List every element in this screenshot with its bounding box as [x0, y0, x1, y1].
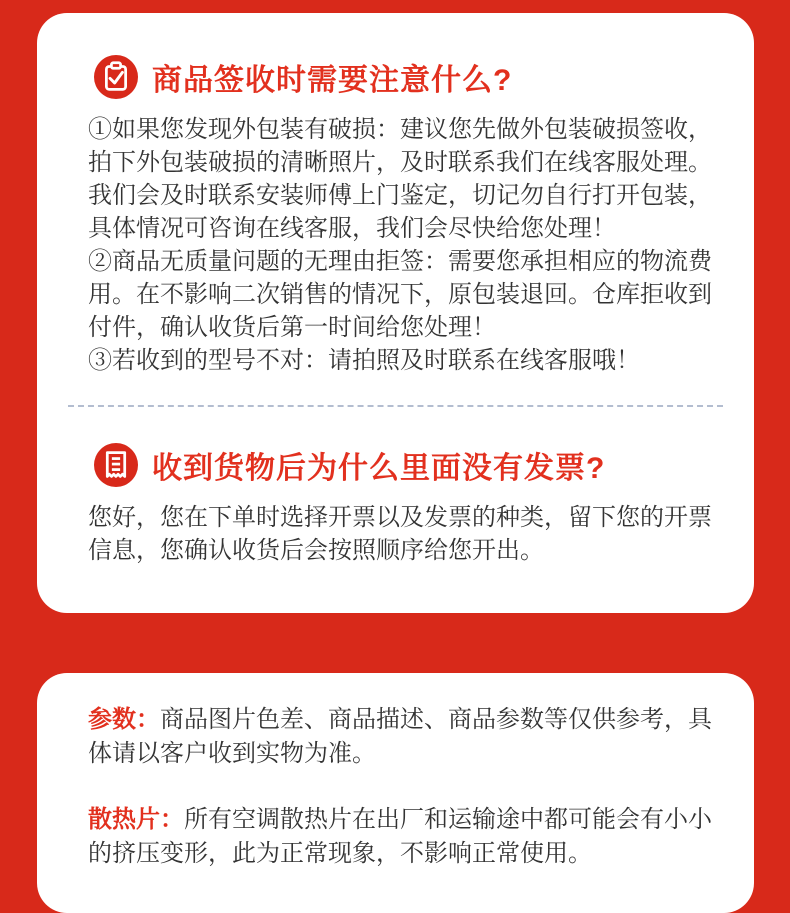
faq-paragraph-rejection: ②商品无质量问题的无理由拒签：需要您承担相应的物流费用。在不影响二次销售的情况下，原包装退回。仓库拒收到付件，确认收货后第一时间给您处理！: [88, 248, 712, 341]
faq-section-invoice-title: 收到货物后为什么里面没有发票?: [152, 452, 606, 485]
note-heatsink-text: 所有空调散热片在出厂和运输途中都可能会有小小的挤压变形，此为正常现象，不影响正常使用。: [88, 806, 712, 867]
clipboard-check-icon: [94, 55, 138, 99]
note-parameters-label: 参数：: [88, 706, 160, 733]
receipt-icon: [94, 443, 138, 487]
faq-card: [37, 13, 754, 613]
faq-paragraph-wrong-model: ③若收到的型号不对：请拍照及时联系在线客服哦！: [88, 347, 640, 374]
faq-paragraph-invoice: 您好，您在下单时选择开票以及发票的种类，留下您的开票信息，您确认收货后会按照顺序给您开出。: [88, 504, 712, 564]
note-heatsink: [88, 803, 712, 871]
faq-section-invoice-header: [94, 443, 712, 487]
note-heatsink-label: 散热片：: [88, 806, 184, 833]
faq-paragraph-damage: ①如果您发现外包装有破损：建议您先做外包装破损签收，拍下外包装破损的清晰照片，及时联系我们在线客服处理。我们会及时联系安装师傅上门鉴定，切记勿自行打开包装，具体情况可咨询在线客服，我们会尽快给您处理！: [88, 116, 712, 242]
notes-card: [37, 673, 754, 913]
note-parameters-text: 商品图片色差、商品描述、商品参数等仅供参考，具体请以客户收到实物为准。: [88, 706, 712, 767]
faq-section-signing-body: [88, 113, 712, 377]
faq-section-invoice-body: [88, 501, 712, 567]
faq-section-signing-header: [94, 55, 712, 99]
faq-section-signing-title: 商品签收时需要注意什么?: [152, 64, 513, 97]
dashed-divider: [68, 405, 723, 407]
note-parameters: [88, 703, 712, 771]
